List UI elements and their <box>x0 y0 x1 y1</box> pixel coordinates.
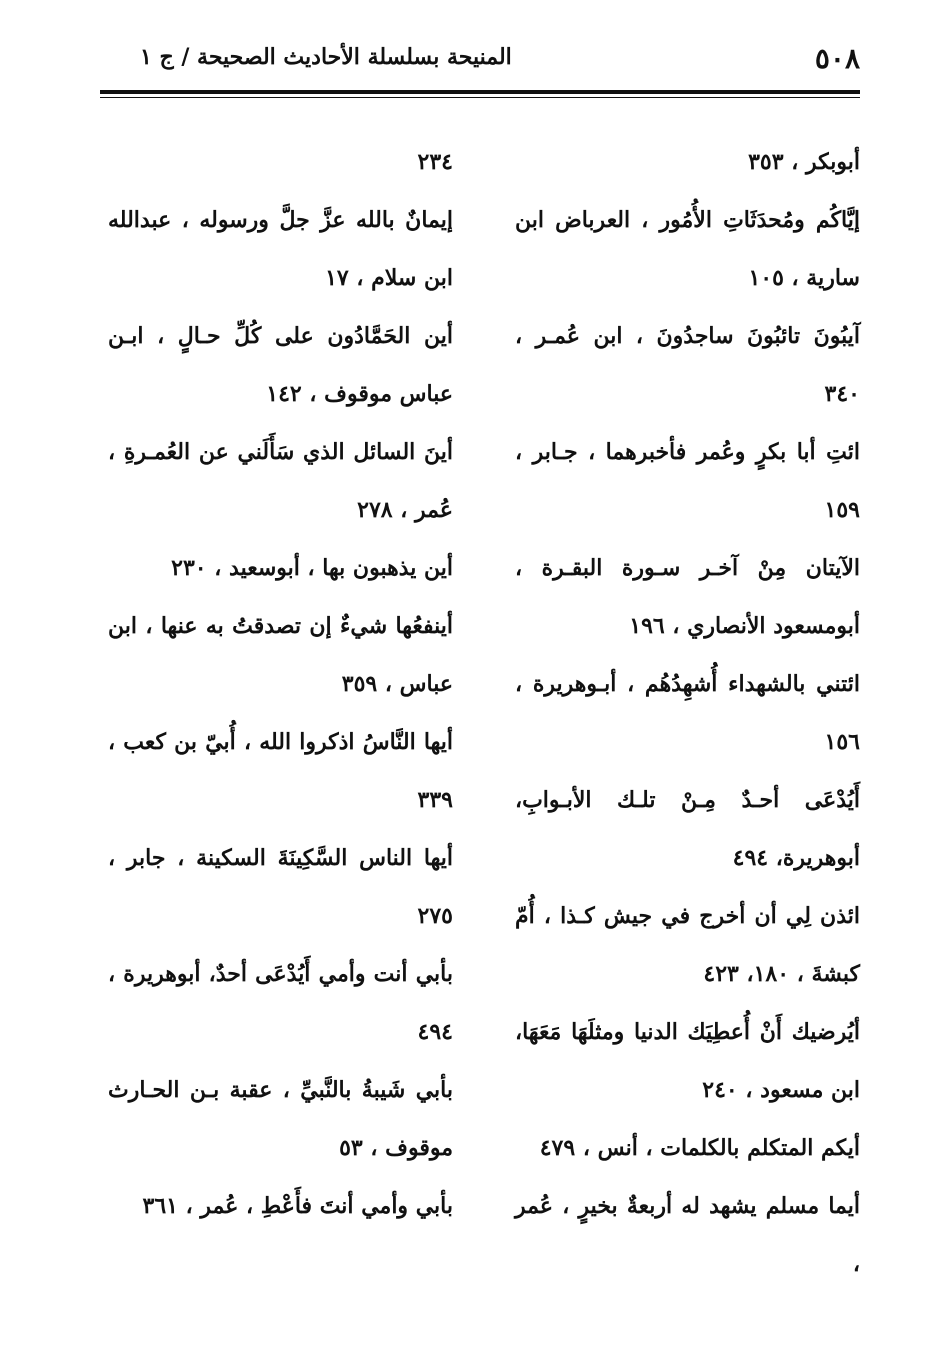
index-entry: أيها النَّاسُ اذكروا الله ، أُبيّ بن كعب ، ٣٣٩ <box>108 729 453 813</box>
index-entry: أيما مسلم يشهد له أربعةٌ بخيرٍ ، عُمر ، <box>515 1193 860 1277</box>
page-header <box>100 38 860 78</box>
index-entry: أيكم المتكلم بالكلمات ، أنس ، ٤٧٩ <box>539 1135 860 1161</box>
page-number: ٥٠٨ <box>814 42 860 75</box>
index-entry: بأبي شَيبةُ بالنَّبيِّ ، عقبة بـن الحـارث موقوف ، ٥٣ <box>108 1077 453 1161</box>
index-entry: بأبي أنت وأمي أَيُدْعَى أحدٌ، أبوهريرة ، ٤٩٤ <box>108 961 453 1045</box>
index-entry: ائتني بالشهداء أُشهِدُهُم ، أبـوهريرة ، ١٥٦ <box>515 671 860 755</box>
header-rule-thin <box>100 97 860 98</box>
index-entry: الآيتان مِنْ آخـر سـورة البقـرة ، أبومسعود الأنصاري ، ١٩٦ <box>515 555 860 639</box>
index-entry: أينَ السائل الذي سَأَلَني عن العُمـرةِ ، عُمر ، ٢٧٨ <box>108 439 453 523</box>
header-rule <box>100 90 860 94</box>
index-entry: إيَّاكُم ومُحدَثَاتِ الأُمُور ، العرباض ابن سارية ، ١٠٥ <box>515 207 860 291</box>
book-title: المنيحة بسلسلة الأحاديث الصحيحة / ج ١ <box>140 44 512 70</box>
index-entry: أينفعُها شيءٌ إن تصدقتُ به عنها ، ابن عباس ، ٣٥٩ <box>108 613 453 697</box>
index-entry: ائتِ أبا بكرٍ وعُمر فأخبرهما ، جـابر ، ١٥٩ <box>515 439 860 523</box>
index-entry: أين الحَمَّادُون على كُلِّ حـالٍ ، ابـن عباس موقوف ، ١٤٢ <box>108 323 453 407</box>
index-entry: ائذن لِي أن أخرج في جيش كـذا ، أُمّ كبشةَ ، ١٨٠، ٤٢٣ <box>515 903 860 987</box>
index-entry: أَيُدْعَى أحـدٌ مِـنْ تلـك الأبـوابِ، أبوهريرة، ٤٩٤ <box>515 787 860 871</box>
index-column-right <box>515 133 860 1293</box>
index-entry: إيمانٌ بالله عزَّ جلَّ ورسوله ، عبدالله ابن سلام ، ١٧ <box>108 207 453 291</box>
index-entry: ٢٣٤ <box>417 149 453 175</box>
index-entry: بأبي وأمي أنتَ فأَعْطِ ، عُمر ، ٣٦١ <box>142 1193 453 1219</box>
index-entry: آيبُونَ تائبُونَ ساجدُونَ ، ابن عُمـر ، ٣٤٠ <box>515 323 860 407</box>
index-entry: أيها الناس السَّكِينَةَ السكينة ، جابر ، ٢٧٥ <box>108 845 453 929</box>
index-entry: أبوبكر ، ٣٥٣ <box>748 149 860 175</box>
index-column-left <box>108 133 453 1235</box>
index-entry: أيُرضيك أَنْ أُعطِيَك الدنيا ومثلَهَا مَعَهَا، ابن مسعود ، ٢٤٠ <box>515 1019 860 1103</box>
index-entry: أين يذهبون بها ، أبوسعيد ، ٢٣٠ <box>171 555 453 581</box>
